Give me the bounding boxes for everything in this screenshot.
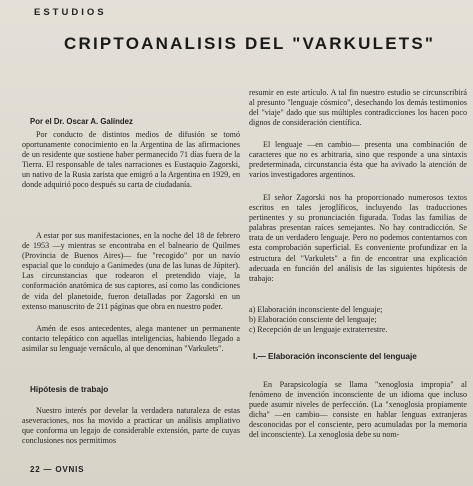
article-title: CRIPTOANALISIS DEL "VARKULETS" xyxy=(64,34,436,53)
subheading-hipotesis: Hipótesis de trabajo xyxy=(30,385,109,394)
byline: Por el Dr. Oscar A. Galíndez xyxy=(30,117,133,126)
left-paragraph-4: Nuestro interés por develar la verdadera naturaleza de estas aseveraciones, nos ha movido a practicar un análisis ampliativo que conforma un legajo de considerable extensión, parte de cuyas conclusiones nos permitimos xyxy=(22,406,240,446)
page-footer: 22 — OVNIS xyxy=(30,465,85,474)
left-paragraph-3: Amén de esos antecedentes, alega mantener un permanente contacto telepático con aquellas inteligencias, habiendo llegado a asimilar su lenguaje vernáculo, al que denominan "Varkulets". xyxy=(22,324,240,354)
hypothesis-a: a) Elaboración inconsciente del lenguaje; xyxy=(249,305,383,314)
right-paragraph-4: En Parapsicología se llama "xenoglosia impropia" al fenómeno de invención inconsciente de un idioma que incluso puede asumir niveles de perfección. (La "xenoglosia propiamente dicha" —en cambio— consiste en hablar lenguas extranjeras desconocidas por el consciente, pero acumuladas por la memoria del inconsciente). La xenoglosia debe su nom- xyxy=(249,380,467,440)
left-paragraph-1: Por conducto de distintos medios de difusión se tomó oportunamente conocimiento en la Argentina de las afirmaciones de un residente que sostiene haber permanecido 71 días fuera de la Tierra. El responsable de tales narraciones es Eustaquio Zagorski, un nativo de la Rusia zarista que emigró a la Argentina en 1929, en donde adquirió poco después su carta de ciudadanía. xyxy=(22,130,240,190)
section-label: ESTUDIOS xyxy=(34,7,107,18)
subheading-elaboracion: I.— Elaboración inconsciente del lenguaje xyxy=(253,352,417,361)
right-paragraph-2: El lenguaje —en cambio— presenta una combinación de caracteres que no es arbitraria, sino que responde a una sintaxis predeterminada, circunstancia ésta que ha avivado la atención de varios investigadores argentinos. xyxy=(249,140,467,180)
hypothesis-c: c) Recepción de un lenguaje extraterrestre. xyxy=(249,325,388,335)
right-paragraph-3: El señor Zagorski nos ha proporcionado numerosos textos escritos en tales jeroglíficos, incluyendo las traducciones pertinentes y su pronunciación figurada. Todas las familias de palabras presentan raíces semejantes. No hay contradicción. Se trata de un verdadero lenguaje. Pero no podemos contentarnos con esta comprobación superficial. Es conveniente profundizar en la estructura del "Varkulets" a fin de encontrar una explicación adecuada en función del análisis de las siguientes hipótesis de trabajo: xyxy=(249,193,467,283)
right-paragraph-1: resumir en este artículo. A tal fin nuestro estudio se circunscribirá al presunto "lenguaje cósmico", desechando los demás testimonios del "viaje" dado que sus múltiples contradicciones los hacen poco dignos de consideración científica. xyxy=(249,88,467,128)
left-paragraph-2: A estar por sus manifestaciones, en la noche del 18 de febrero de 1953 —y mientras se encontraba en el balneario de Quilmes (Provincia de Buenos Aires)— fue "recogido" por un navío espacial que lo condujo a Ganimedes (una de las lunas de Júpiter). Las circunstancias que rodearon el pretendido viaje, la conformación anatómica de sus captores, así como las condiciones de vida del planetoide, fueron detalladas por Zagorski en un extenso manuscrito de 211 páginas que obra en nuestro poder. xyxy=(22,231,240,311)
hypothesis-b: b) Elaboración consciente del lenguaje; xyxy=(249,315,377,325)
